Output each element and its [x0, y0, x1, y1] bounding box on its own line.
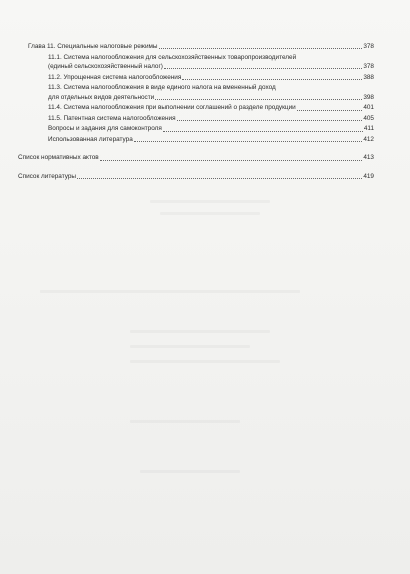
dot-leader — [77, 178, 362, 179]
toc-entry-title: 11.3. Система налогообложения в виде единого налога на вмененный доход — [48, 84, 276, 92]
toc-entry-page: 419 — [363, 172, 374, 180]
dot-leader — [134, 141, 363, 142]
toc-entry-bibliography[interactable] — [18, 174, 374, 180]
toc-entry-title: Список нормативных актов — [18, 154, 99, 162]
dot-leader — [297, 110, 363, 111]
toc-entry-title: Вопросы и задания для самоконтроля — [48, 125, 162, 133]
toc-entry-title: Глава 11. Специальные налоговые режимы — [28, 43, 158, 50]
toc-entry-page: 413 — [363, 154, 374, 162]
dot-leader — [100, 160, 363, 161]
toc-entry-section[interactable] — [28, 55, 374, 71]
toc-entry-title: 11.5. Патентная система налогообложения — [48, 114, 176, 122]
toc-entry-title: Список литературы — [18, 172, 76, 180]
toc-entry-section[interactable] — [28, 85, 374, 101]
toc-entry-page: 401 — [363, 104, 374, 112]
toc-entry-page: 412 — [363, 135, 374, 143]
dot-leader — [177, 120, 363, 121]
dot-leader — [164, 68, 362, 69]
toc-entry-page: 378 — [363, 43, 374, 50]
toc-entry-page: 388 — [363, 73, 374, 81]
toc-entry-page: 378 — [363, 63, 374, 70]
toc-entry-title: 11.1. Система налогообложения для сельскохозяйственных товаропроизводителей — [48, 53, 297, 61]
toc-entry-title-continued: (единый сельскохозяйственный налог) — [48, 63, 163, 70]
toc-entry-title: 11.4. Система налогообложения при выполнении соглашений о разделе продукции — [48, 104, 296, 112]
table-of-contents — [18, 43, 374, 180]
toc-entry-page: 411 — [363, 125, 374, 133]
toc-entry-title-continued: для отдельных видов деятельности — [48, 93, 155, 101]
dot-leader — [155, 99, 362, 100]
toc-entry-page: 398 — [363, 93, 374, 101]
toc-entry-page: 405 — [363, 114, 374, 122]
toc-entry-title: Использованная литература — [48, 135, 133, 143]
toc-entry-title: 11.2. Упрощенная система налогообложения — [48, 73, 182, 81]
dot-leader — [163, 131, 363, 132]
dot-leader — [182, 79, 362, 80]
dot-leader — [159, 48, 363, 49]
